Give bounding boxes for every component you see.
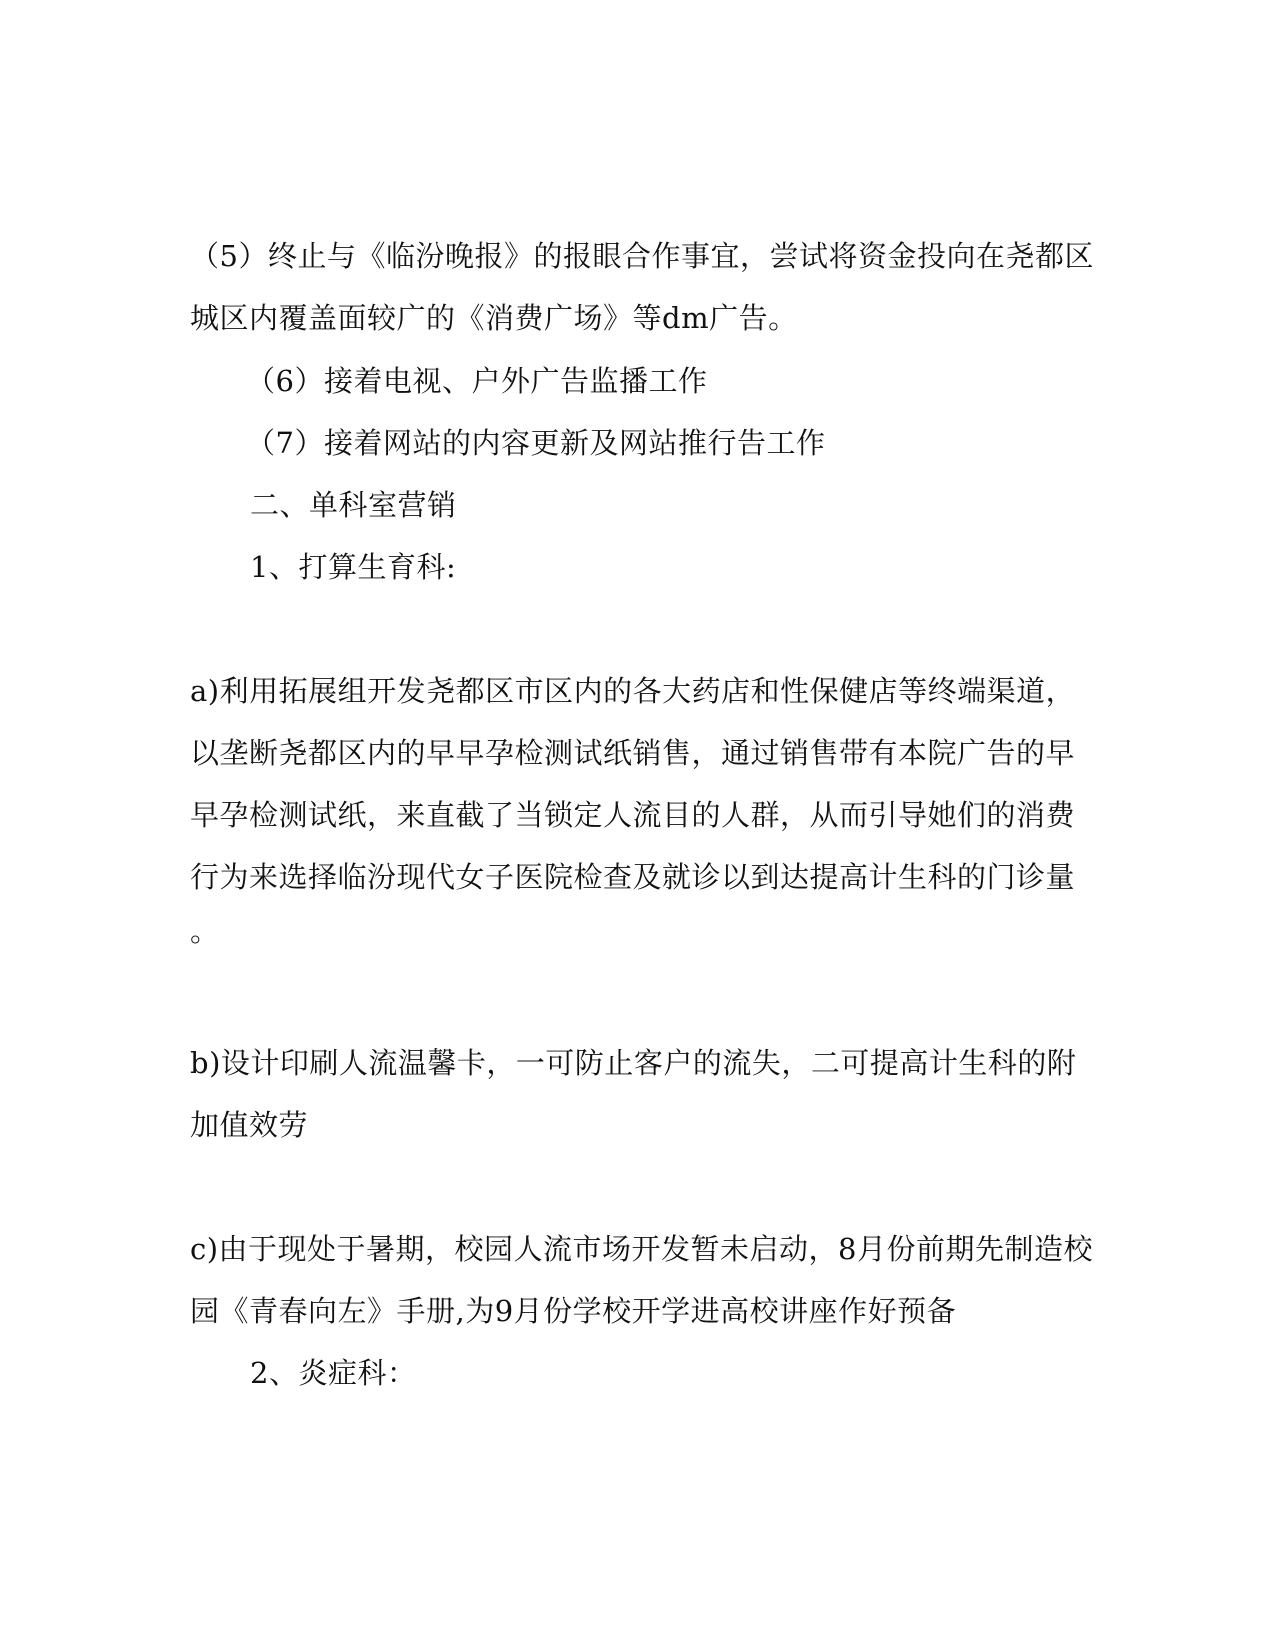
paragraph-line: （5）终止与《临汾晚报》的报眼合作事宜，尝试将资金投向在尧都区 — [190, 239, 1094, 273]
paragraph-line: c)由于现处于暑期，校园人流市场开发暂未启动，8月份前期先制造校 — [190, 1232, 1094, 1266]
paragraph-line: 早孕检测试纸，来直截了当锁定人流目的人群，从而引导她们的消费 — [190, 798, 1076, 832]
paragraph-line: a)利用拓展组开发尧都区市区内的各大药店和性保健店等终端渠道， — [190, 674, 1076, 708]
paragraph-line: 加值效劳 — [190, 1108, 309, 1142]
subsection-heading: 2、炎症科： — [250, 1356, 417, 1390]
section-heading: 二、单科室营销 — [250, 488, 457, 522]
paragraph-line: b)设计印刷人流温馨卡，一可防止客户的流失，二可提高计生科的附 — [190, 1046, 1077, 1080]
list-item-line: （7）接着网站的内容更新及网站推行告工作 — [246, 426, 826, 460]
paragraph-line: 城区内覆盖面较广的《消费广场》等dm广告。 — [190, 301, 798, 335]
paragraph-line: 。 — [190, 914, 220, 948]
list-item-line: （6）接着电视、户外广告监播工作 — [246, 364, 708, 398]
paragraph-line: 以垄断尧都区内的早早孕检测试纸销售，通过销售带有本院广告的早 — [190, 736, 1076, 770]
subsection-heading: 1、打算生育科: — [250, 550, 457, 584]
paragraph-line: 园《青春向左》手册,为9月份学校开学进高校讲座作好预备 — [190, 1294, 957, 1328]
paragraph-line: 行为来选择临汾现代女子医院检查及就诊以到达提高计生科的门诊量 — [190, 860, 1076, 894]
